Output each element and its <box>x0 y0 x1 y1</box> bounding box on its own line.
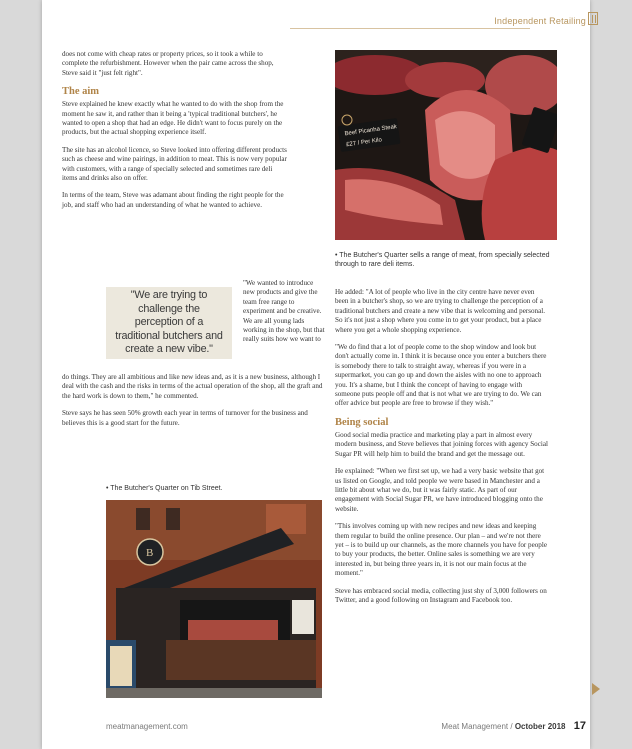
growth-paragraph: Steve says he has seen 50% growth each year in terms of turnover for the business and believes this is a good start for the future. <box>62 409 308 427</box>
next-page-arrow-icon[interactable] <box>592 683 600 695</box>
shopfront-photo <box>106 500 322 698</box>
footer-date: October 2018 <box>514 722 566 731</box>
quote-wrap-column <box>243 279 325 345</box>
meat-counter-photo <box>335 50 557 240</box>
left-column-continued <box>62 373 326 436</box>
right-paragraph-1: He added: "A lot of people who live in the city centre have never even been in a butcher's shop, so we are trying to challenge the perception of a traditional butchers and create a new vibe that is welcoming and personal. So it's not just a shop where you come in to get your product, but a place where you get a whole shopping experience. <box>335 288 545 334</box>
footer-magazine: Meat Management / <box>441 722 513 731</box>
meat-photo-caption: • The Butcher's Quarter sells a range of meat, from specially selected through to rare deli items. <box>335 252 550 268</box>
header-rule <box>290 28 530 29</box>
section-label: Independent Retailing <box>494 16 586 26</box>
aim-paragraph-1: Steve explained he knew exactly what he wanted to do with the shop from the moment he saw it, and rather than it being a 'typical traditional butchers', he wanted to open a shop that had an edge. He didn't want to focus purely on the products, but the actual shopping experience itself. <box>62 100 284 137</box>
aim-paragraph-3: In terms of the team, Steve was adamant about finding the right people for the job, and staff who had an understanding of what he wanted to achieve. <box>62 191 284 209</box>
shop-photo-caption: • The Butcher's Quarter on Tib Street. <box>106 485 223 492</box>
social-paragraph-2: He explained: "When we first set up, we had a very basic website that got us listed on Google, and told people we were based in Manchester and a little bit about what we do, but it was fairly static. As part of our engagement with Social Sugar PR, we have introduced blogging onto the website. <box>335 467 545 513</box>
social-heading: Being social <box>335 416 389 428</box>
footer-website[interactable]: meatmanagement.com <box>106 722 188 731</box>
aim-heading: The aim <box>62 86 100 98</box>
social-paragraph-1: Good social media practice and marketing play a part in almost every modern business, and Steve believes that joining forces with agency Social Sugar PR will help him to build the brand and get the message out. <box>335 430 548 458</box>
social-paragraph-3: "This involves coming up with new recipes and new ideas and keeping them regular to build the online presence. Our plan – and we're not there yet – is to build up our channels, as the more channels you have for people to buy your products, the better. Online sales is something we are very interested in, but being three years in, it is not our main focus at the moment." <box>335 522 547 578</box>
aim-paragraph-2: The site has an alcohol licence, so Steve looked into offering different products such as cheese and wine pairings, in addition to meat. This is now very popular with customers, with a range of specially selected and sometimes rare deli items and drinks also on offer. <box>62 145 287 183</box>
footer-issue <box>441 720 586 732</box>
page-number: 17 <box>573 720 586 732</box>
price-sign-text-1: Beef Picanha Steak <box>344 124 398 138</box>
svg-text:B: B <box>146 547 154 559</box>
social-paragraph-4: Steve has embraced social media, collecting just shy of 3,000 followers on Twitter, and a good following on Instagram and Facebook too. <box>335 586 547 604</box>
pull-quote <box>106 287 232 359</box>
shop-icon <box>588 12 598 25</box>
pull-quote-text: "We are trying to challenge the perception of a traditional butchers and create a new vibe." <box>115 289 223 356</box>
left-column <box>62 50 287 218</box>
price-sign-text-2: £27 / Per Kilo <box>345 137 383 149</box>
right-paragraph-2: "We do find that a lot of people come to the shop window and look but don't actually come in. I think it is because once you enter a butchers there is somebody there to talk to straight away, whereas if you were in a supermarket, you can go up and down the aisles with no one to approach you. It's a shame, but I think the concept of having to engage with someone puts people off and that is not what we are trying to do. We can offer advice but people are free to browse if they wish." <box>335 343 547 408</box>
intro-paragraph: does not come with cheap rates or property prices, so it took a while to complete the refurbishment. However when the pair came across the shop, Steve said it "just felt right". <box>62 50 274 77</box>
team-paragraph: do things. They are all ambitious and like new ideas and, as it is a new business, although I deal with the cash and the risks in terms of the actual operation of the shop, all the graft and the hard work is down to them," he commented. <box>62 373 323 400</box>
quote-wrap-paragraph: "We wanted to introduce new products and give the team free range to experiment and be creative. We are all young lads working in the shop, but that really suits how we want to <box>243 279 325 344</box>
right-column <box>335 288 549 613</box>
